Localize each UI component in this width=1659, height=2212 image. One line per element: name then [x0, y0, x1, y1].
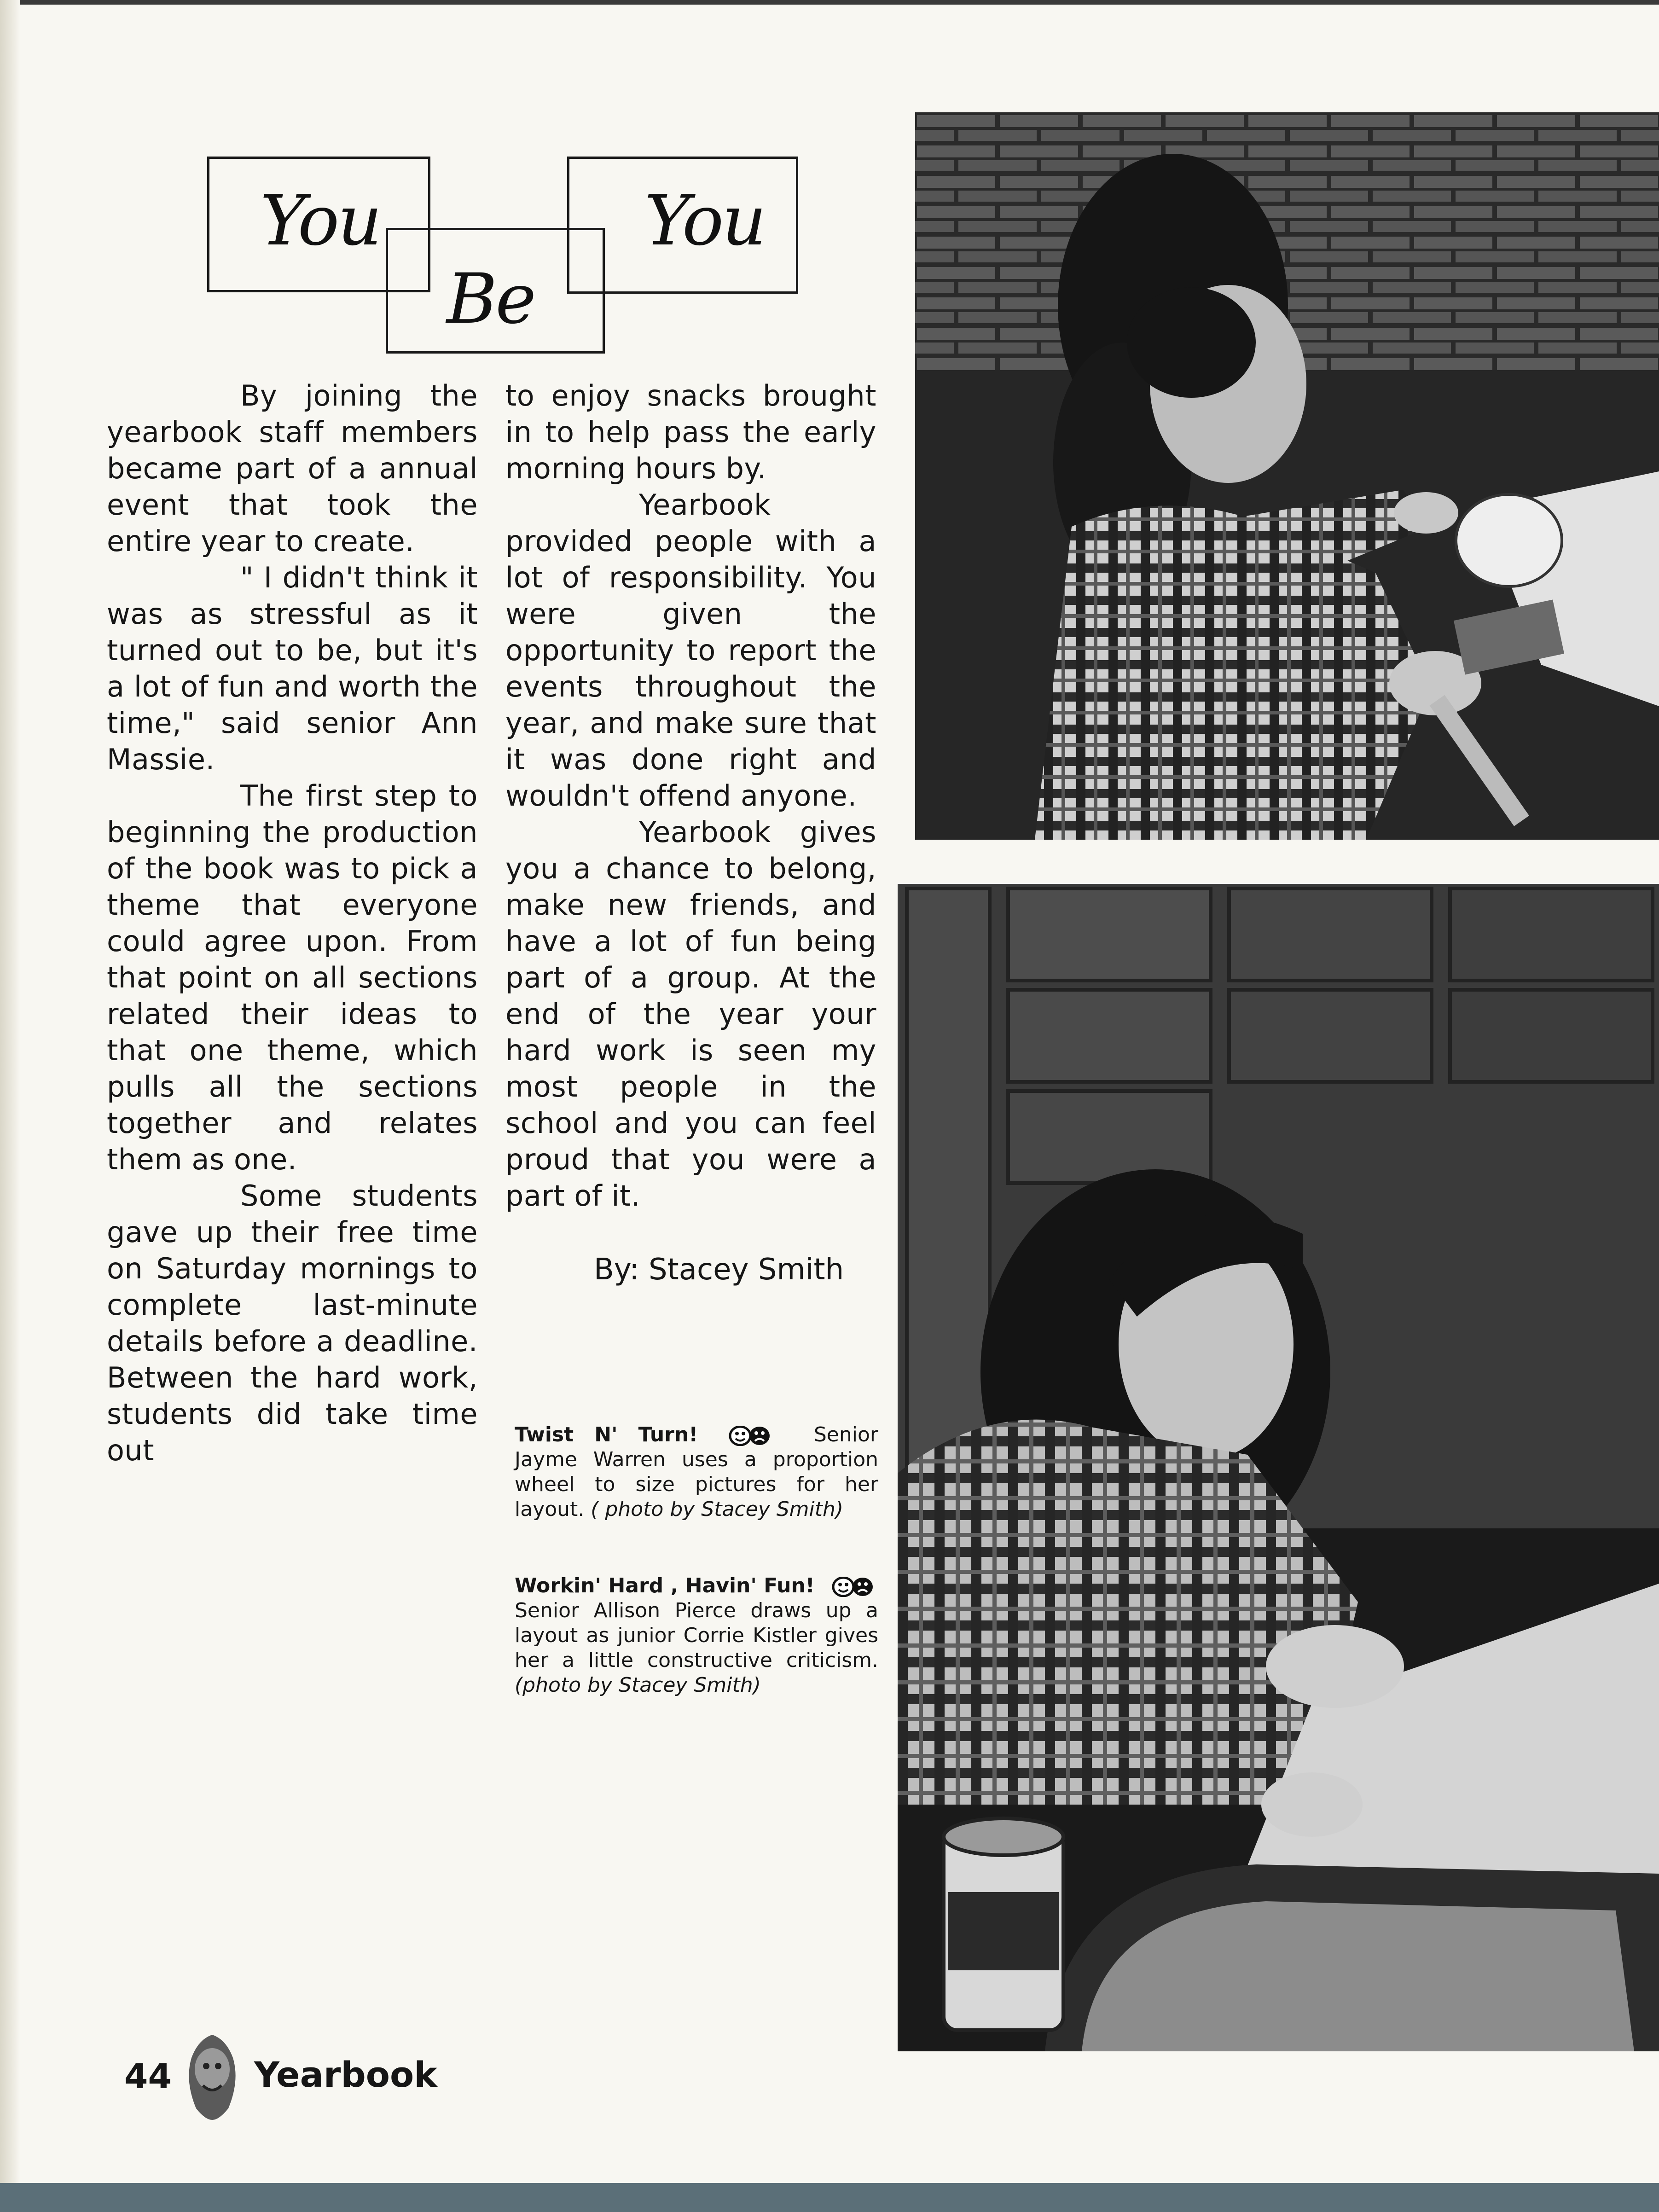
- school-mascot-emblem-icon: [182, 2030, 242, 2122]
- article-column-2: [505, 377, 876, 1214]
- paragraph: to enjoy snacks brought in to help pass the early morning hours by.: [505, 379, 876, 485]
- photo-credit: (photo by Stacey Smith): [515, 1673, 761, 1697]
- title-word-be: Be: [447, 259, 534, 339]
- photo-caption-1: [515, 1422, 878, 1522]
- title-word-you-left: You: [260, 181, 380, 261]
- title-word-you-right: You: [644, 181, 765, 261]
- photo-credit: ( photo by Stacey Smith): [591, 1498, 844, 1521]
- photo-student-proportion-wheel: [915, 112, 1659, 840]
- comedy-tragedy-masks-icon: [828, 1577, 878, 1597]
- caption-body: Senior Allison Pierce draws up a layout as junior Corrie Kistler gives her a little constructive criticism.: [515, 1599, 878, 1672]
- page-number: 44: [124, 2057, 172, 2096]
- paragraph: " I didn't think it was as stressful as it turned out to be, but it's a lot of fun and worth the time," said senior Ann Massie.: [107, 561, 478, 776]
- comedy-tragedy-masks-icon: [725, 1426, 775, 1446]
- paragraph: The first step to beginning the production of the book was to pick a theme that everyone could agree upon. From that point on all sections related their ideas to that one theme, which pulls all the sections together and relates them as one.: [107, 779, 478, 1176]
- paragraph: Some students gave up their free time on Saturday mornings to complete last-minute details before a deadline. Between the hard work, students did take time out: [107, 1179, 478, 1467]
- photo-caption-2: [515, 1573, 878, 1698]
- byline: By: Stacey Smith: [594, 1253, 844, 1287]
- paragraph: Yearbook provided people with a lot of responsibility. You were given the opportunity to report the events throughout the year, and make sure that it was done right and wouldn't offend anyone.: [505, 488, 876, 813]
- top-edge: [0, 0, 1659, 5]
- caption-headline: Twist N' Turn!: [515, 1423, 698, 1446]
- paragraph: By joining the yearbook staff members became part of a annual event that took the entire year to create.: [107, 379, 478, 558]
- article-column-1: [107, 377, 478, 1469]
- caption-body: Senior Jayme Warren uses a proportion wheel to size pictures for her layout.: [515, 1423, 878, 1521]
- bottom-edge: [0, 2183, 1659, 2212]
- paragraph: Yearbook gives you a chance to belong, make new friends, and have a lot of fun being part of a group. At the end of the year your hard work is seen my most people in the school and you can feel proud that you were a part of it.: [505, 815, 876, 1213]
- binding-edge: [0, 0, 20, 2212]
- section-title: Yearbook: [254, 2054, 437, 2095]
- photo-students-drawing-layout: [898, 884, 1659, 2051]
- caption-headline: Workin' Hard , Havin' Fun!: [515, 1574, 815, 1597]
